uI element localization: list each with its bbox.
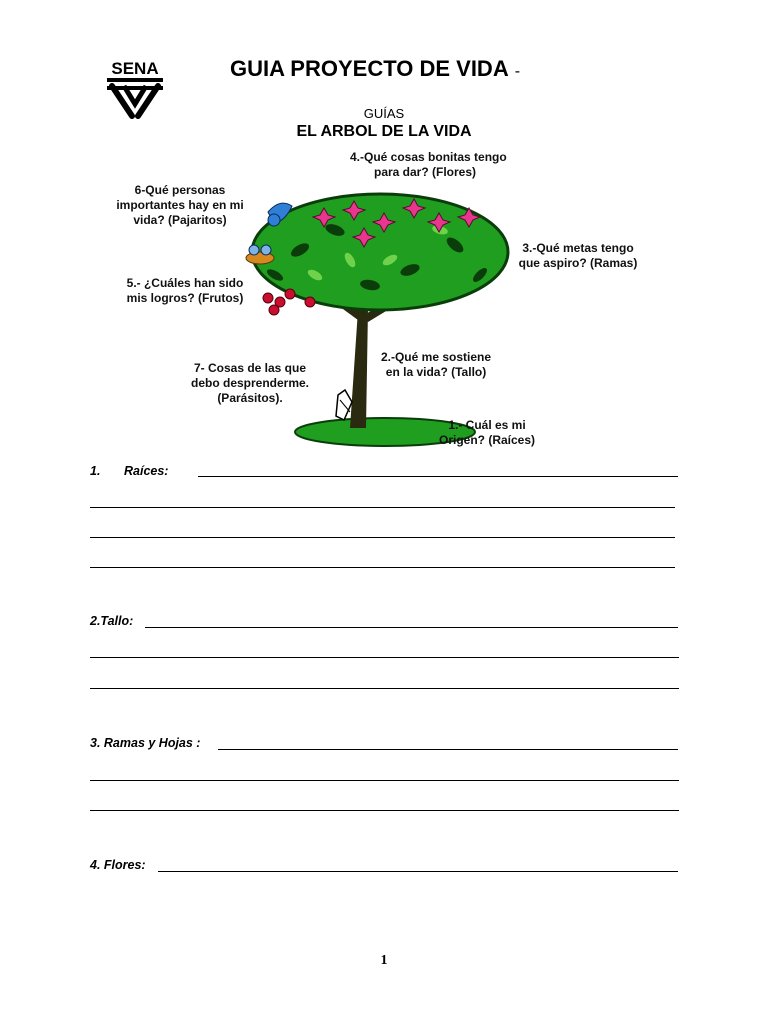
- tree-icon: [240, 190, 530, 450]
- question-line: Origen? (Raíces): [438, 433, 536, 447]
- tree-title: EL ARBOL DE LA VIDA: [296, 123, 472, 140]
- section-ramas-label: 3. Ramas y Hojas :: [90, 736, 201, 750]
- answer-line-raices-4[interactable]: [90, 567, 675, 568]
- answer-line-ramas-3[interactable]: [90, 810, 679, 811]
- question-line: mis logros? (Frutos): [126, 291, 244, 305]
- section-tallo-label: 2.Tallo:: [90, 614, 134, 628]
- question-line: que aspiro? (Ramas): [518, 256, 638, 270]
- question-raices: [432, 418, 542, 448]
- question-line: 3.-Qué metas tengo: [522, 241, 634, 255]
- question-line: 7- Cosas de las que: [193, 361, 307, 375]
- section-raices-number: 1.: [90, 464, 101, 478]
- answer-line-ramas-2[interactable]: [90, 780, 679, 781]
- page-title: [230, 56, 520, 82]
- answer-line-raices-3[interactable]: [90, 537, 675, 538]
- tree-illustration: [240, 190, 530, 450]
- answer-line-tallo-2[interactable]: [90, 657, 679, 658]
- question-line: vida? (Pajaritos): [133, 213, 227, 227]
- question-line: (Parásitos).: [217, 391, 283, 405]
- page-number: 1: [380, 953, 388, 968]
- question-line: 4.-Qué cosas bonitas tengo: [350, 150, 507, 164]
- sena-logo-text: SENA: [111, 59, 159, 78]
- answer-line-ramas[interactable]: [218, 749, 678, 750]
- subtitle: [0, 106, 768, 121]
- question-pajaritos: [110, 183, 250, 228]
- question-line: para dar? (Flores): [373, 165, 477, 179]
- question-tallo: [373, 350, 499, 380]
- question-line: importantes hay en mi: [116, 198, 244, 212]
- question-line: en la vida? (Tallo): [385, 365, 487, 379]
- question-line: 1.- Cuál es mi: [448, 418, 526, 432]
- answer-line-tallo-3[interactable]: [90, 688, 679, 689]
- subtitle-text: GUÍAS: [363, 106, 405, 121]
- answer-line-flores[interactable]: [158, 871, 678, 872]
- title-text: GUIA PROYECTO DE VIDA: [230, 56, 509, 81]
- question-flores: [350, 150, 507, 180]
- question-line: 2.-Qué me sostiene: [380, 350, 492, 364]
- question-line: debo desprenderme.: [190, 376, 310, 390]
- answer-line-raices-2[interactable]: [90, 507, 675, 508]
- answer-line-tallo[interactable]: [145, 627, 678, 628]
- answer-line-raices[interactable]: [198, 476, 678, 477]
- section-raices-label: Raíces:: [124, 464, 169, 478]
- question-parasitos: [180, 361, 320, 406]
- question-line: 6-Qué personas: [134, 183, 226, 197]
- question-ramas: [515, 241, 641, 271]
- question-line: 5.- ¿Cuáles han sido: [126, 276, 244, 290]
- question-frutos: [120, 276, 250, 306]
- section-flores-label: 4. Flores:: [90, 858, 146, 872]
- title-dash: -: [514, 63, 521, 80]
